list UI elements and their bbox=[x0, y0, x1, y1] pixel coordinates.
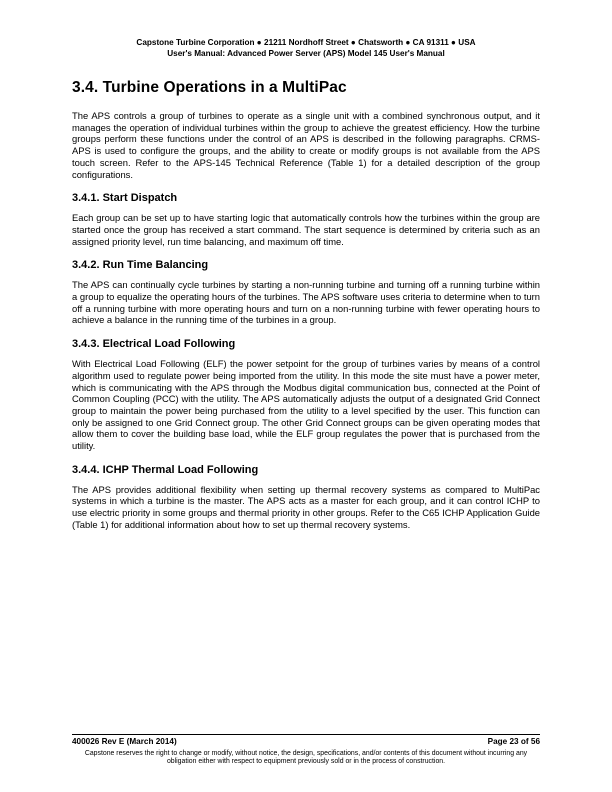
subsection-body-electrical-load-following: With Electrical Load Following (ELF) the power setpoint for the group of turbines varies by means of a control algorithm used to regulate power being imported from the utility. In this mode the site must have a power meter, which is communicating with the APS through the Modbus digital communication bus, connected at the Point of Common Coupling (PCC) with the utility. The APS automatically adjusts the output of a designated Grid Connect group to maintain the power being purchased from the utility to a level specified by the user. This function can only be assigned to one Grid Connect group. The other Grid Connect groups can be given operating modes that allow them to cover the building base load, while the ELF group regulates the power that is purchased from the utility. bbox=[72, 358, 540, 452]
page-footer bbox=[72, 734, 540, 767]
page-content bbox=[72, 78, 540, 531]
subsection-heading-run-time-balancing: 3.4.2. Run Time Balancing bbox=[72, 259, 209, 272]
section-intro-paragraph: The APS controls a group of turbines to operate as a single unit with a combined synchronous output, and it manages the operation of individual turbines within the group to achieve the greatest efficiency. How the turbine groups perform these functions under the control of an APS is described in the following paragraphs. CRMS-APS is used to configure the groups, and the ability to create or modify groups is not available from the APS touch screen. Refer to the APS-145 Technical Reference (Table 1) for a detailed description of the group configurations. bbox=[72, 110, 540, 180]
page-header bbox=[72, 38, 540, 59]
section-heading: 3.4. Turbine Operations in a MultiPac bbox=[72, 79, 347, 96]
header-manual-title: User's Manual: Advanced Power Server (APS) Model 145 User's Manual bbox=[167, 48, 445, 58]
footer-document-id: 400026 Rev E (March 2014) bbox=[72, 737, 177, 746]
subsection-heading-start-dispatch: 3.4.1. Start Dispatch bbox=[72, 192, 178, 205]
footer-page-number: Page 23 of 56 bbox=[487, 737, 540, 746]
footer-disclaimer: Capstone reserves the right to change or modify, without notice, the design, specifications, and/or contents of this document without incurring any obligation either with respect to equipment previously sold or in the process of construction. bbox=[84, 750, 528, 766]
subsection-body-start-dispatch: Each group can be set up to have starting logic that automatically controls how the turbines within the group are started once the group has received a start command. The start sequence is determined by criteria such as an assigned priority level, run time balancing, and maximum off time. bbox=[72, 212, 540, 247]
subsection-body-ichp-thermal-load-following: The APS provides additional flexibility when setting up thermal recovery systems as compared to MultiPac systems in which a turbine is the master. The APS acts as a master for each group, and it can control ICHP to use electric priority in some groups and thermal priority in other groups. Refer to the C65 ICHP Application Guide (Table 1) for additional information about how to set up thermal recovery systems. bbox=[72, 483, 540, 530]
subsection-heading-electrical-load-following: 3.4.3. Electrical Load Following bbox=[72, 338, 236, 351]
footer-row bbox=[72, 737, 540, 747]
header-company-line: Capstone Turbine Corporation ● 21211 Nordhoff Street ● Chatsworth ● CA 91311 ● USA bbox=[136, 38, 476, 47]
subsection-heading-ichp-thermal-load-following: 3.4.4. ICHP Thermal Load Following bbox=[72, 463, 259, 476]
subsection-body-run-time-balancing: The APS can continually cycle turbines by starting a non-running turbine and turning off a running turbine within a group to equalize the operating hours of the turbines. The APS software uses criteria to determine when to turn off a running turbine with more operating hours and turn on a non-running turbine with fewer operating hours to achieve a balance in the running time of the turbines in a group. bbox=[72, 279, 540, 326]
